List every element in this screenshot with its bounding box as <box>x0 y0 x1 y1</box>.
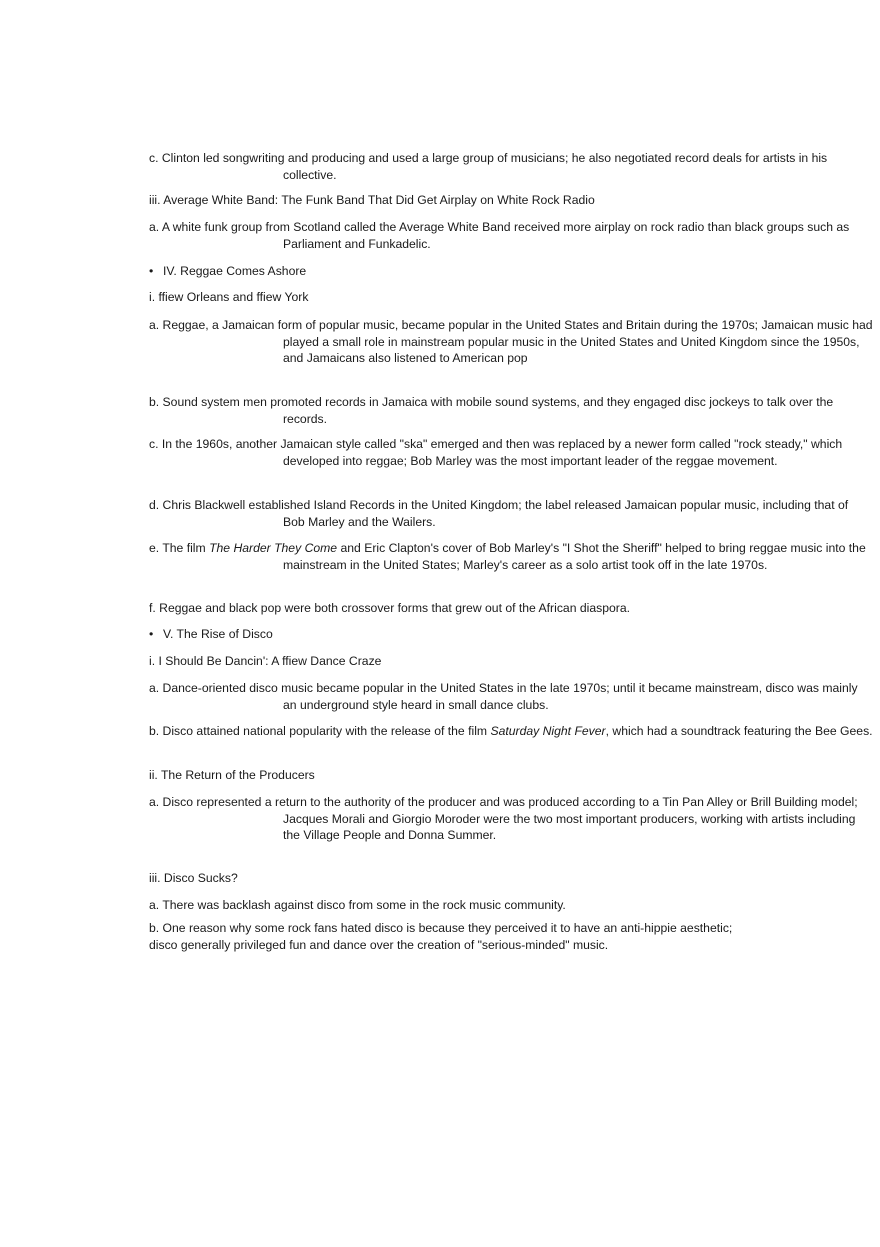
outline-subheading-producers: ii. The Return of the Producers <box>149 768 315 782</box>
outline-item-b-anti-hippie: b. One reason why some rock fans hated disco is because they perceived it to have an anti-hippie aesthetic; disco generally privileged fun and dance over the creation of "serious-minded" music. <box>149 921 733 952</box>
outline-item-a-average-white-band: a. A white funk group from Scotland called the Average White Band received more airplay on rock radio than black groups such as Parliament and Funkadelic. <box>149 220 850 251</box>
outline-item-b-saturday-night-fever <box>149 723 873 740</box>
text-run: , which had a soundtrack featuring the Bee Gees. <box>605 724 873 738</box>
outline-subheading-average-white-band: iii. Average White Band: The Funk Band That Did Get Airplay on White Rock Radio <box>149 193 595 207</box>
outline-item-c-ska: c. In the 1960s, another Jamaican style called "ska" emerged and then was replaced by a newer form called "rock steady," which developed into reggae; Bob Marley was the most important leader of the reggae movement. <box>149 437 843 468</box>
outline-item-f-crossover: f. Reggae and black pop were both crossover forms that grew out of the African diaspora. <box>149 601 630 615</box>
outline-subheading-dancin: i. I Should Be Dancin': A ffiew Dance Craze <box>149 654 382 668</box>
outline-item-e-harder-they-come <box>149 540 873 573</box>
text-run: and Eric Clapton's cover of Bob Marley's "I Shot the Sheriff" helped to bring reggae music into the mainstream in the United States; Marley's career as a solo artist took off in the late 1970s. <box>283 541 866 572</box>
outline-item-a-producer-authority: a. Disco represented a return to the authority of the producer and was produced according to a Tin Pan Alley or Brill Building model; Jacques Morali and Giorgio Moroder were the two most important producers, working with artists including the Village People and Donna Summer. <box>149 795 858 842</box>
outline-heading-reggae: • IV. Reggae Comes Ashore <box>149 263 739 280</box>
outline-item-a-reggae: a. Reggae, a Jamaican form of popular music, became popular in the United States and Britain during the 1970s; Jamaican music had played a small role in mainstream popular music in the United States and United Kingdom since the 1950s, and Jamaicans also listened to American pop <box>149 318 873 365</box>
outline-heading-disco: • V. The Rise of Disco <box>149 626 739 643</box>
film-title: The Harder They Come <box>209 541 338 555</box>
text-run: b. Disco attained national popularity with the release of the film <box>149 724 491 738</box>
outline-item-a-disco-popular: a. Dance-oriented disco music became popular in the United States in the late 1970s; until it became mainstream, disco was mainly an underground style heard in small dance clubs. <box>149 681 858 712</box>
outline-item-d-island-records: d. Chris Blackwell established Island Records in the United Kingdom; the label released Jamaican popular music, including that of Bob Marley and the Wailers. <box>149 498 849 529</box>
outline-subheading-disco-sucks: iii. Disco Sucks? <box>149 871 238 885</box>
outline-item-c-clinton: c. Clinton led songwriting and producing and used a large group of musicians; he also negotiated record deals for artists in his collective. <box>149 151 828 182</box>
text-run: e. The film <box>149 541 210 555</box>
outline-item-b-sound-system: b. Sound system men promoted records in Jamaica with mobile sound systems, and they engaged disc jockeys to talk over the records. <box>149 395 834 426</box>
outline-item-a-backlash: a. There was backlash against disco from some in the rock music community. <box>149 898 566 912</box>
film-title: Saturday Night Fever <box>490 724 606 738</box>
outline-subheading-new-orleans: i. ffiew Orleans and ffiew York <box>149 290 309 304</box>
